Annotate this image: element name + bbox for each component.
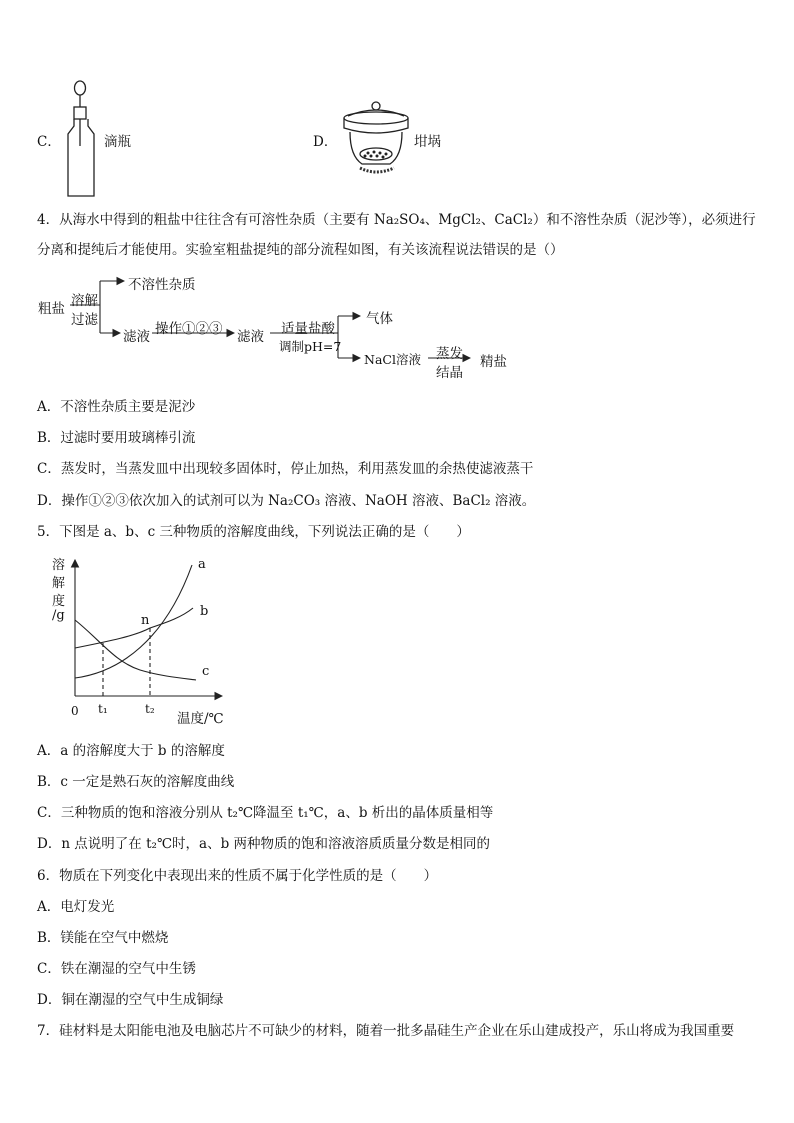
flow-refined-salt: 精盐 [480, 354, 507, 370]
q5-stem: 5．下图是 a、b、c 三种物质的溶解度曲线，下列说法正确的是（ ） [37, 524, 470, 540]
flow-insoluble: 不溶性杂质 [128, 277, 196, 293]
curve-c [75, 620, 196, 680]
q4-option-b: B．过滤时要用玻璃棒引流 [37, 430, 196, 446]
flow-operation: 操作①②③ [155, 321, 223, 337]
option-c-label: 滴瓶 [104, 134, 131, 150]
intersection-label-n: n [141, 613, 150, 628]
q5-option-a: A．a 的溶解度大于 b 的溶解度 [37, 743, 225, 759]
q6-option-d: D．铜在潮湿的空气中生成铜绿 [37, 992, 224, 1008]
option-c-letter: C． [37, 134, 61, 150]
flow-crystallize: 结晶 [436, 365, 463, 381]
series-label-b: b [200, 604, 209, 619]
chart-ylabel-2: 解 [52, 576, 66, 591]
chart-tick-t2: t₂ [145, 702, 155, 716]
q4-option-d: D．操作①②③依次加入的试剂可以为 Na₂CO₃ 溶液、NaOH 溶液、BaCl₂ 溶液。 [37, 493, 536, 509]
flow-crude-salt: 粗盐 [38, 301, 65, 317]
option-d-letter: D． [313, 134, 338, 150]
flow-filtrate-2: 滤液 [237, 329, 264, 345]
q5-option-c: C．三种物质的饱和溶液分别从 t₂℃降温至 t₁℃，a、b 析出的晶体质量相等 [37, 805, 494, 821]
series-label-a: a [198, 557, 206, 572]
chart-ylabel-4: /g [52, 608, 65, 623]
curve-a [75, 565, 192, 678]
series-label-c: c [202, 664, 210, 679]
flow-filter: 过滤 [71, 312, 98, 328]
q4-stem-line-1: 4．从海水中得到的粗盐中往往含有可溶性杂质（主要有 Na₂SO₄、MgCl₂、CaCl₂）和不溶性杂质（泥沙等），必须进行 [37, 212, 756, 228]
option-d-label: 坩埚 [414, 134, 441, 150]
q6-option-a: A．电灯发光 [37, 899, 115, 915]
q4-option-c: C．蒸发时，当蒸发皿中出现较多固体时，停止加热，利用蒸发皿的余热使滤液蒸干 [37, 461, 534, 477]
flow-nacl: NaCl溶液 [364, 352, 421, 367]
chart-ylabel-3: 度 [52, 594, 66, 609]
q6-option-b: B．镁能在空气中燃烧 [37, 930, 169, 946]
q5-option-b: B．c 一定是熟石灰的溶解度曲线 [37, 774, 235, 790]
q6-stem: 6．物质在下列变化中表现出来的性质不属于化学性质的是（ ） [37, 868, 438, 884]
flow-ph: 调制pH=7 [279, 339, 342, 354]
flow-filtrate-1: 滤液 [123, 329, 150, 345]
chart-ylabel-1: 溶 [52, 558, 66, 573]
flow-hcl: 适量盐酸 [281, 321, 335, 337]
q7-stem: 7．硅材料是太阳能电池及电脑芯片不可缺少的材料，随着一批多晶硅生产企业在乐山建成投产，乐山将成为我国重要 [37, 1023, 735, 1039]
chart-xlabel: 温度/℃ [177, 711, 224, 727]
flow-evaporate: 蒸发 [436, 346, 463, 362]
chart-origin-label: 0 [71, 704, 79, 718]
q4-stem-line-2: 分离和提纯后才能使用。实验室粗盐提纯的部分流程如图，有关该流程说法错误的是（） [37, 242, 564, 258]
q4-option-a: A．不溶性杂质主要是泥沙 [37, 399, 196, 415]
flow-gas: 气体 [366, 311, 393, 327]
curve-b [75, 608, 193, 648]
chart-tick-t1: t₁ [98, 702, 108, 716]
flow-dissolve: 溶解 [71, 293, 98, 309]
q5-option-d: D．n 点说明了在 t₂℃时，a、b 两种物质的饱和溶液溶质质量分数是相同的 [37, 836, 491, 852]
q6-option-c: C．铁在潮湿的空气中生锈 [37, 961, 196, 977]
